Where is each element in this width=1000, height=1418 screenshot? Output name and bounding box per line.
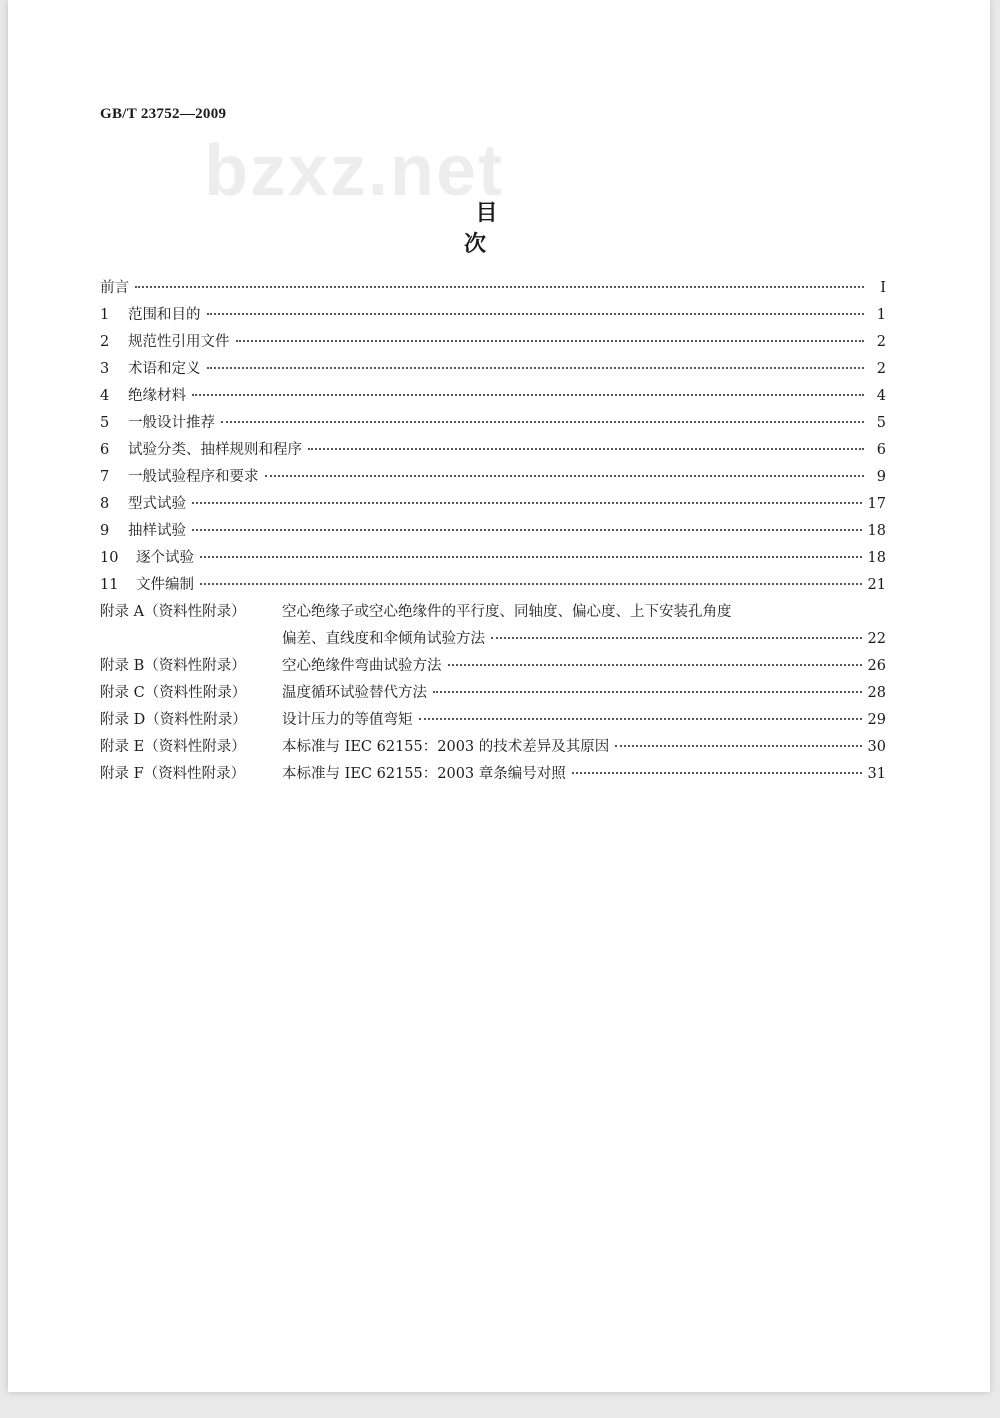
dot-leader: [448, 664, 862, 666]
dot-leader: [615, 745, 861, 747]
toc-entry[interactable]: [100, 303, 886, 330]
dot-leader: [200, 556, 862, 558]
toc-entry[interactable]: [100, 546, 886, 573]
toc-number: 2: [100, 334, 110, 350]
toc-page-number: Ⅰ: [880, 280, 886, 296]
document-page: [8, 0, 990, 1392]
toc-page-number: 22: [867, 631, 886, 647]
appendix-title: 设计压力的等值弯矩: [282, 712, 413, 728]
toc-page-number: 18: [867, 523, 886, 539]
dot-leader: [192, 529, 862, 531]
dot-leader: [236, 340, 865, 342]
toc-page-number: 2: [876, 334, 886, 350]
appendix-prefix: 附录 F（资料性附录）: [100, 766, 246, 782]
toc-label: 范围和目的: [128, 307, 201, 323]
appendix-prefix: 附录 A（资料性附录）: [100, 604, 246, 620]
watermark: bzxz.net: [204, 131, 505, 211]
toc-appendix-f[interactable]: [100, 762, 886, 789]
toc-entry[interactable]: [100, 573, 886, 600]
toc-entry[interactable]: [100, 519, 886, 546]
dot-leader: [200, 583, 862, 585]
toc-entry[interactable]: [100, 330, 886, 357]
toc-label: 型式试验: [128, 496, 186, 512]
dot-leader: [192, 502, 862, 504]
toc-label: 文件编制: [136, 577, 194, 593]
appendix-prefix: 附录 E（资料性附录）: [100, 739, 246, 755]
dot-leader: [135, 286, 864, 288]
table-of-contents: [100, 276, 886, 789]
toc-number: 8: [100, 496, 110, 512]
toc-page-number: 30: [867, 739, 886, 755]
toc-page-number: 5: [876, 415, 886, 431]
dot-leader: [265, 475, 865, 477]
dot-leader: [433, 691, 862, 693]
appendix-prefix: 附录 D（资料性附录）: [100, 712, 247, 728]
toc-label: 一般试验程序和要求: [128, 469, 259, 485]
toc-page-number: 1: [876, 307, 886, 323]
toc-page-number: 9: [876, 469, 886, 485]
toc-page-number: 28: [867, 685, 886, 701]
dot-leader: [207, 313, 865, 315]
toc-entry[interactable]: [100, 438, 886, 465]
appendix-title: 温度循环试验替代方法: [282, 685, 427, 701]
toc-page-number: 2: [876, 361, 886, 377]
page-title: 目 次: [463, 201, 612, 257]
toc-label: 逐个试验: [136, 550, 194, 566]
toc-page-number: 18: [867, 550, 886, 566]
appendix-title: 空心绝缘件弯曲试验方法: [282, 658, 442, 674]
dot-leader: [192, 394, 864, 396]
toc-label: 规范性引用文件: [128, 334, 230, 350]
toc-entry[interactable]: [100, 492, 886, 519]
toc-page-number: 31: [867, 766, 886, 782]
toc-appendix-e[interactable]: [100, 735, 886, 762]
toc-label: 绝缘材料: [128, 388, 186, 404]
toc-number: 9: [100, 523, 110, 539]
toc-appendix-d[interactable]: [100, 708, 886, 735]
dot-leader: [207, 367, 865, 369]
toc-entry[interactable]: [100, 465, 886, 492]
toc-number: 5: [100, 415, 110, 431]
toc-page-number: 4: [876, 388, 886, 404]
toc-label: 术语和定义: [128, 361, 201, 377]
toc-number: 7: [100, 469, 110, 485]
dot-leader: [419, 718, 862, 720]
appendix-prefix: 附录 C（资料性附录）: [100, 685, 247, 701]
standard-code: GB/T 23752—2009: [100, 106, 227, 122]
toc-label: 试验分类、抽样规则和程序: [128, 442, 302, 458]
dot-leader: [491, 637, 862, 639]
appendix-title: 本标准与 IEC 62155：2003 的技术差异及其原因: [282, 739, 610, 755]
toc-label: 前言: [100, 280, 129, 296]
appendix-title: 本标准与 IEC 62155：2003 章条编号对照: [282, 766, 566, 782]
dot-leader: [572, 772, 862, 774]
dot-leader: [308, 448, 864, 450]
toc-appendix-b[interactable]: [100, 654, 886, 681]
toc-entry[interactable]: [100, 384, 886, 411]
toc-page-number: 21: [867, 577, 886, 593]
toc-entry-preface[interactable]: [100, 276, 886, 303]
toc-number: 1: [100, 307, 110, 323]
toc-entry[interactable]: [100, 411, 886, 438]
toc-label: 一般设计推荐: [128, 415, 215, 431]
toc-page-number: 29: [867, 712, 886, 728]
toc-appendix-a[interactable]: [100, 600, 886, 654]
toc-number: 3: [100, 361, 110, 377]
toc-page-number: 26: [867, 658, 886, 674]
appendix-title-line1: 空心绝缘子或空心绝缘件的平行度、同轴度、偏心度、上下安装孔角度: [282, 604, 732, 620]
toc-number: 6: [100, 442, 110, 458]
toc-number: 11: [100, 577, 119, 593]
toc-number: 4: [100, 388, 110, 404]
appendix-title-line2: 偏差、直线度和伞倾角试验方法: [282, 631, 485, 647]
toc-page-number: 17: [867, 496, 886, 512]
appendix-prefix: 附录 B（资料性附录）: [100, 658, 246, 674]
toc-appendix-c[interactable]: [100, 681, 886, 708]
toc-page-number: 6: [876, 442, 886, 458]
toc-label: 抽样试验: [128, 523, 186, 539]
dot-leader: [221, 421, 864, 423]
toc-number: 10: [100, 550, 119, 566]
toc-entry[interactable]: [100, 357, 886, 384]
